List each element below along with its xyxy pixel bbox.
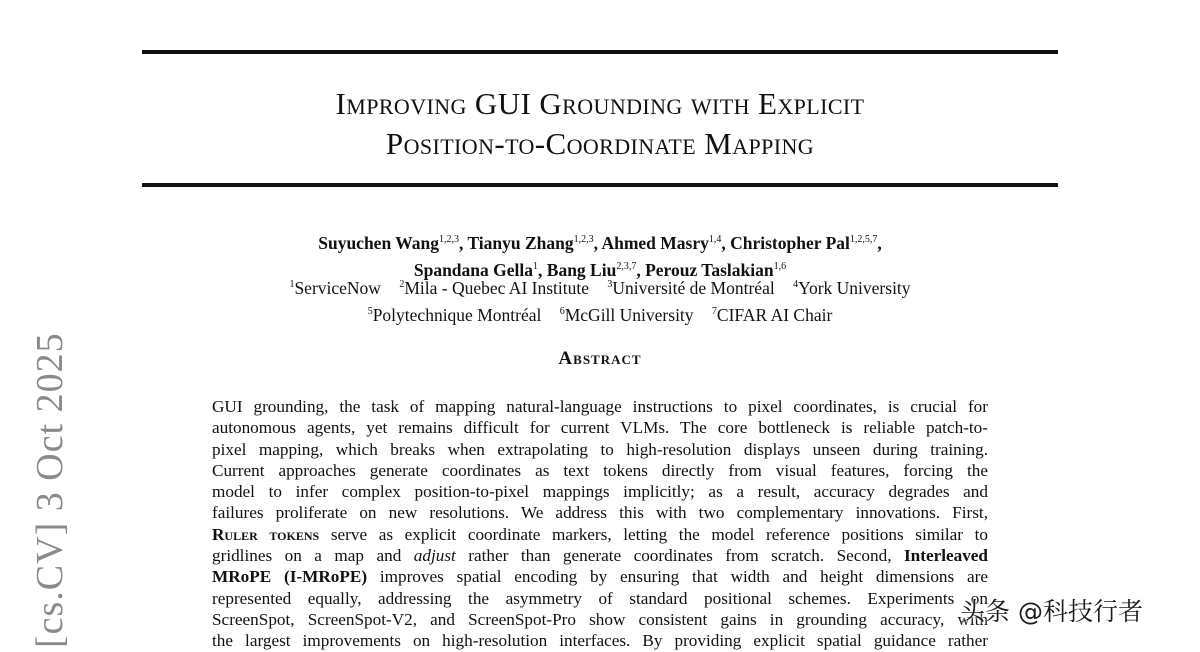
affiliation-item xyxy=(289,278,381,298)
abstract-text: serve as explicit coordinate markers, letting the model reference positions similar to xyxy=(319,524,988,544)
author-name: Tianyu Zhang xyxy=(467,232,574,253)
affiliation-name: McGill University xyxy=(564,304,694,325)
abstract-line xyxy=(212,566,988,587)
author-list: Suyuchen Wang$^{1,2,3}$, Tianyu Zhang$^{1,2,3}$, Ahmed Masry$^{1,4}$, Christopher Pal$^{1,2,5,7}$, Spandana Gella$^1$, Bang Liu$^{2,3,7}$, Perouz Taslakian$^{1,6}$ xyxy=(318,232,882,280)
site-watermark: 头条 @科技行者 xyxy=(960,597,1143,626)
affiliation-name: York University xyxy=(798,277,911,298)
abstract-line: failures proliferate on new resolutions. We address this with two complementary innovations. First, xyxy=(212,503,988,523)
author-affiliation-marks: 1,2,5,7 xyxy=(849,234,878,245)
paper-title-line-2: Position-to-Coordinate Mapping xyxy=(385,126,815,161)
affiliation-number: 7 xyxy=(711,305,717,317)
author-affiliation-marks: 1,6 xyxy=(773,260,787,272)
affiliation-number: 6 xyxy=(559,305,565,317)
affiliation-number: 5 xyxy=(367,305,373,317)
abstract-heading: Abstract xyxy=(558,348,642,369)
affiliation-number: 2 xyxy=(399,279,405,290)
paper-title-line-1: Improving GUI Grounding with Explicit xyxy=(335,86,865,121)
author-name: Bang Liu xyxy=(546,259,617,280)
affiliation-item xyxy=(368,305,542,325)
author-affiliation-marks: 1 xyxy=(533,260,539,272)
affiliation-name: Polytechnique Montréal xyxy=(372,304,542,325)
abstract-line: pixel mapping, which breaks when extrapolating to high-resolution displays unseen during training. xyxy=(212,439,988,459)
author-name: Suyuchen Wang xyxy=(318,232,440,253)
arxiv-side-stamp: [cs.CV] 3 Oct 2025 xyxy=(29,332,71,648)
paper-title xyxy=(142,84,1058,164)
abstract-line xyxy=(212,524,988,545)
author-affiliation-marks: 1,2,3 xyxy=(439,234,460,245)
affiliation-name: ServiceNow xyxy=(294,277,381,298)
affiliation-item xyxy=(712,305,832,325)
abstract-text: rather than generate coordinates from scratch. Second, xyxy=(455,546,904,566)
abstract-text: improves spatial encoding by ensuring that width and height dimensions are xyxy=(367,567,988,587)
author-affiliation-marks: 2,3,7 xyxy=(616,260,637,272)
abstract-line: GUI grounding, the task of mapping natural-language instructions to pixel coordinates, is crucial for xyxy=(212,397,988,416)
abstract-line: ScreenSpot, ScreenSpot-V2, and ScreenSpot-Pro show consistent gains in grounding accuracy, with xyxy=(212,609,988,629)
ruler-tokens-term: Ruler tokens xyxy=(212,524,320,544)
affiliation-item xyxy=(607,278,774,298)
author-affiliation-marks: 1,4 xyxy=(708,234,722,245)
author-name: Perouz Taslakian xyxy=(645,259,774,280)
affiliation-number: 3 xyxy=(607,279,613,290)
affiliation-name: Mila - Quebec AI Institute xyxy=(404,277,590,298)
abstract-line xyxy=(212,545,988,566)
title-bottom-rule xyxy=(142,183,1058,187)
author-name: Christopher Pal xyxy=(730,232,850,253)
author-name: Spandana Gella xyxy=(413,259,534,280)
abstract-line: the largest improvements on high-resolution interfaces. By providing explicit spatial guidance rather xyxy=(212,631,988,651)
adjust-term: adjust xyxy=(413,546,456,566)
abstract-line: Current approaches generate coordinates as text tokens directly from visual features, forcing the xyxy=(212,460,988,480)
abstract-body xyxy=(212,396,988,652)
abstract-line: model to infer complex position-to-pixel mappings implicitly; as a result, accuracy degrades and xyxy=(212,482,988,502)
i-mrope-term: MRoPE (I-MRoPE) xyxy=(212,567,368,587)
abstract-line: autonomous agents, yet remains difficult for current VLMs. The core bottleneck is reliable patch-to- xyxy=(212,418,988,438)
title-top-rule xyxy=(142,50,1058,54)
affiliation-number: 4 xyxy=(793,279,799,290)
affiliation-name: CIFAR AI Chair xyxy=(716,304,833,325)
interleaved-term: Interleaved xyxy=(903,546,988,566)
affiliation-number: 1 xyxy=(289,279,295,290)
abstract-line: represented equally, addressing the asymmetry of standard positional schemes. Experiments on xyxy=(212,588,988,608)
affiliation-item xyxy=(399,278,589,298)
affiliation-list xyxy=(142,273,1058,327)
affiliation-item xyxy=(560,305,694,325)
abstract-text: gridlines on a map and xyxy=(212,546,414,566)
author-name: Ahmed Masry xyxy=(601,232,709,253)
affiliation-item xyxy=(793,278,910,298)
affiliation-name: Université de Montréal xyxy=(612,277,775,298)
author-affiliation-marks: 1,2,3 xyxy=(573,234,594,245)
